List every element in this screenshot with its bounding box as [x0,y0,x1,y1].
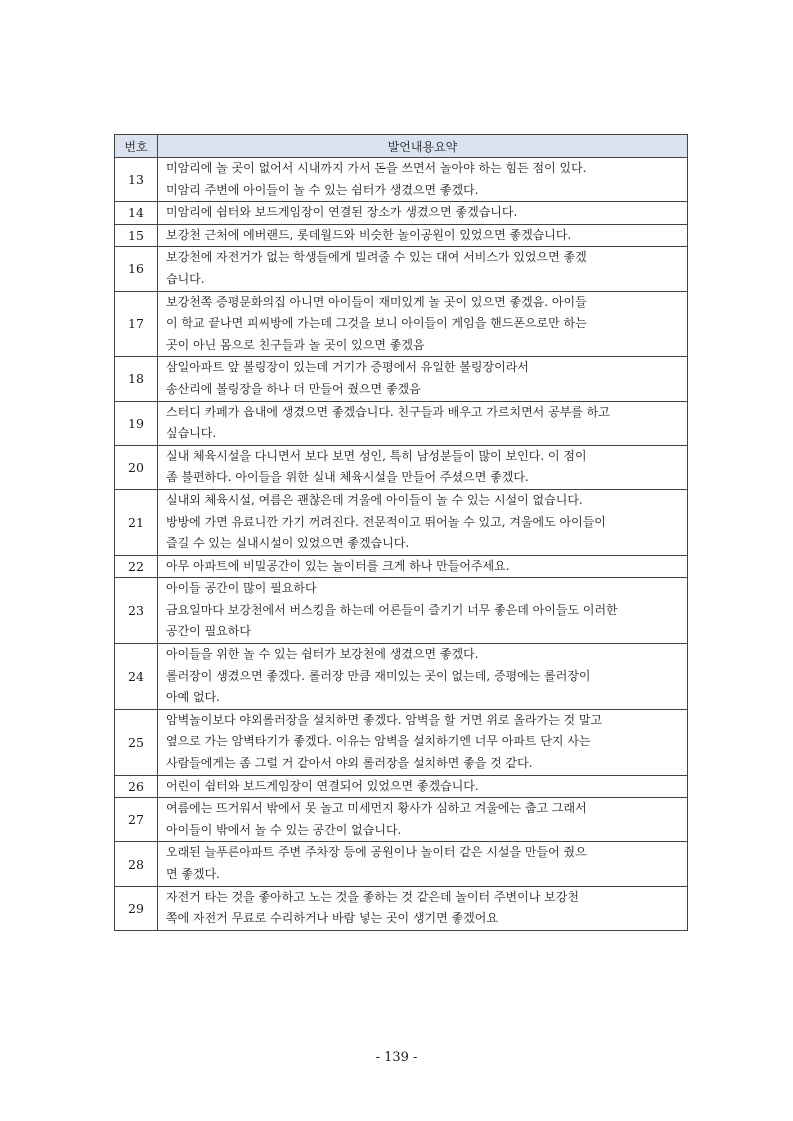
content-line: 보강천쪽 증평문화의집 아니면 아이들이 재미있게 놀 곳이 있으면 좋겠음. 아이들 [166,294,587,309]
table-row [115,158,688,202]
row-content [158,202,688,225]
content-line: 아예 없다. [166,690,220,705]
table-row [115,555,688,578]
row-number: 29 [115,886,158,930]
row-content [158,578,688,644]
table-body [115,158,688,931]
page-number: - 139 - [375,1050,418,1065]
table-row [115,709,688,775]
row-content [158,555,688,578]
content-line: 즐길 수 있는 실내시설이 있었으면 좋겠습니다. [166,536,410,551]
content-line: 옆으로 가는 암벽타기가 좋겠다. 이유는 암벽을 설치하기엔 너무 아파트 단지 사는 [166,734,591,749]
content-line: 좀 불편하다. 아이들을 위한 실내 체육시설을 만들어 주셨으면 좋겠다. [166,470,529,485]
row-number: 25 [115,709,158,775]
row-content [158,158,688,202]
row-content [158,644,688,710]
table-row [115,886,688,930]
content-line: 스터디 카페가 읍내에 생겼으면 좋겠습니다. 친구들과 배우고 가르치면서 공부를 하고 [166,404,610,419]
row-number: 19 [115,401,158,445]
content-line: 이 학교 끝나면 피씨방에 가는데 그것을 보니 아이들이 게임을 핸드폰으로만 하는 [166,316,587,331]
row-content [158,709,688,775]
row-number: 21 [115,489,158,555]
content-line: 실내외 체육시설, 여름은 괜찮은데 겨울에 아이들이 놀 수 있는 시설이 없습니다. [166,492,583,507]
row-content [158,842,688,886]
table-row [115,202,688,225]
content-line: 곳이 아닌 몸으로 친구들과 놀 곳이 있으면 좋겠음 [166,337,425,352]
row-content [158,291,688,357]
row-number: 18 [115,357,158,401]
row-number: 17 [115,291,158,357]
row-number: 28 [115,842,158,886]
content-line: 면 좋겠다. [166,867,220,881]
content-line: 아이들 공간이 많이 필요하다 [166,581,317,596]
row-number: 26 [115,775,158,798]
content-line: 자전거 타는 것을 좋아하고 노는 것을 좋하는 것 같은데 놀이터 주변이나 보강천 [166,889,579,904]
table-row [115,445,688,489]
content-line: 미암리에 놀 곳이 없어서 시내까지 가서 돈을 쓰면서 놀아야 하는 힘든 점이 있다. [166,161,587,175]
header-content: 발언내용요약 [158,135,688,158]
content-line: 보강천에 자전거가 없는 학생들에게 빌려줄 수 있는 대여 서비스가 있었으면 좋겠 [166,250,587,265]
content-line: 아무 아파트에 비밀공간이 있는 놀이터를 크게 하나 만들어주세요. [166,558,510,573]
content-line: 보강천 근처에 에버랜드, 롯데월드와 비슷한 놀이공원이 있었으면 좋겠습니다. [166,227,572,242]
content-line: 아이들이 밖에서 놀 수 있는 공간이 없습니다. [166,822,402,837]
table-row [115,578,688,644]
table-row [115,224,688,247]
content-line: 공간이 필요하다 [166,624,251,639]
content-line: 롤러장이 생겼으면 좋겠다. 롤러장 만큼 재미있는 곳이 없는데, 증평에는 롤러장이 [166,668,591,683]
content-line: 실내 체육시설을 다니면서 보다 보면 성인, 특히 남성분들이 많이 보인다. 이 점이 [166,448,587,463]
table-header-row [115,135,688,158]
row-number: 15 [115,224,158,247]
row-content [158,775,688,798]
content-line: 아이들을 위한 놀 수 있는 쉼터가 보강천에 생겼으면 좋겠다. [166,647,479,662]
table-row [115,291,688,357]
row-number: 16 [115,247,158,291]
table-row [115,489,688,555]
row-number: 24 [115,644,158,710]
table-row [115,798,688,842]
header-number: 번호 [115,135,158,158]
row-number: 27 [115,798,158,842]
row-number: 14 [115,202,158,225]
row-content [158,224,688,247]
content-line: 암벽놀이보다 야외롤러장을 설치하면 좋겠다. 암벽을 할 거면 위로 올라가는 것 말고 [166,712,603,727]
table-row [115,401,688,445]
row-content [158,445,688,489]
content-line: 오래된 늘푸른아파트 주변 주차장 등에 공원이나 놀이터 같은 시설을 만들어 줬으 [166,845,587,860]
content-line: 습니다. [166,271,205,286]
row-number: 23 [115,578,158,644]
survey-table [114,134,688,931]
table-row [115,247,688,291]
row-number: 13 [115,158,158,202]
content-line: 송산리에 볼링장을 하나 더 만들어 줬으면 좋겠음 [166,381,421,396]
content-line: 어린이 쉼터와 보드게임장이 연결되어 있었으면 좋겠습니다. [166,778,479,793]
row-content [158,401,688,445]
content-line: 삼일아파트 앞 볼링장이 있는데 거기가 증평에서 유일한 볼링장이라서 [166,360,529,375]
content-line: 방방에 가면 유료니깐 가기 꺼려진다. 전문적이고 뛰어놀 수 있고, 겨울에도 아이들이 [166,514,606,529]
row-number: 22 [115,555,158,578]
row-content [158,357,688,401]
row-number: 20 [115,445,158,489]
row-content [158,798,688,842]
content-line: 여름에는 뜨거워서 밖에서 못 놀고 미세먼지 황사가 심하고 겨울에는 춥고 그래서 [166,801,587,816]
table-row [115,775,688,798]
content-line: 쪽에 자전거 무료로 수리하거나 바람 넣는 곳이 생기면 좋겠어요 [166,911,498,926]
content-line: 미암리 주변에 아이들이 놀 수 있는 쉼터가 생겼으면 좋겠다. [166,182,479,197]
row-content [158,489,688,555]
table-row [115,842,688,886]
row-content [158,247,688,291]
row-content [158,886,688,930]
table-row [115,357,688,401]
content-line: 금요일마다 보강천에서 버스킹을 하는데 어른들이 즐기기 너무 좋은데 아이들도 이러한 [166,602,618,617]
table-row [115,644,688,710]
content-line: 사람들에게는 좀 그럴 거 같아서 야외 롤러장을 설치하면 좋을 것 같다. [166,756,533,771]
content-line: 미암리에 쉼터와 보드게임장이 연결된 장소가 생겼으면 좋겠습니다. [166,205,518,220]
content-line: 싶습니다. [166,426,217,441]
